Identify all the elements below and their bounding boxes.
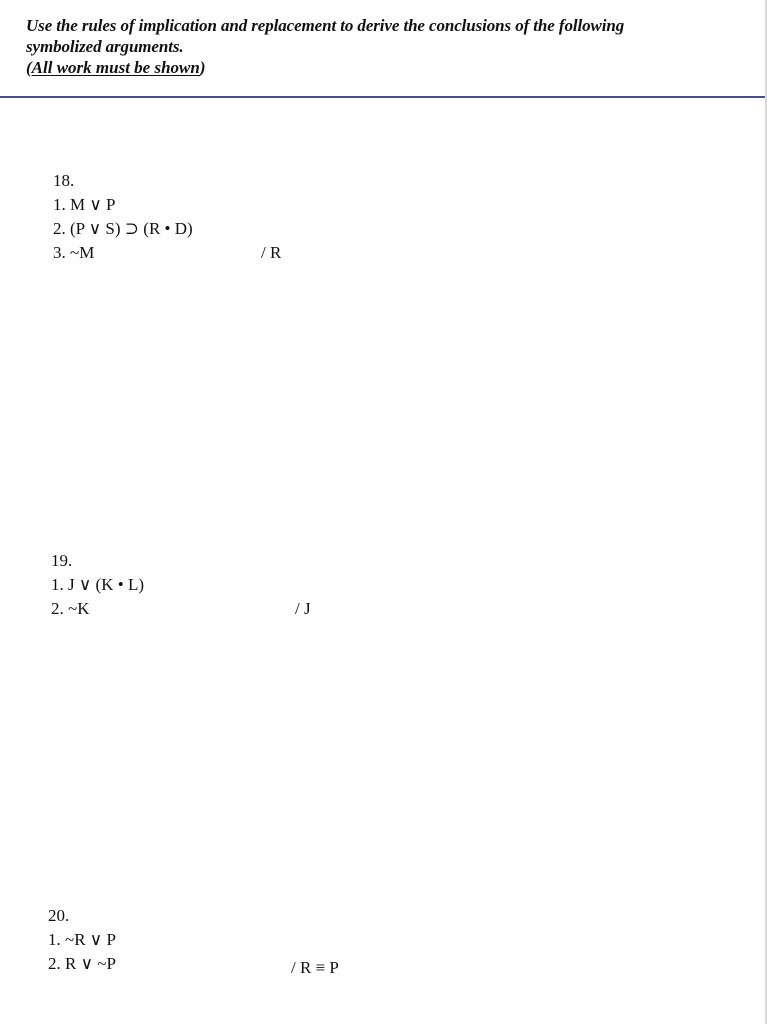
work-shown-note bbox=[26, 57, 746, 78]
problem-19 bbox=[51, 549, 144, 621]
problem-18 bbox=[53, 169, 193, 265]
problem-18-conclusion: / R bbox=[261, 243, 282, 262]
problem-19-conclusion: / J bbox=[295, 599, 311, 618]
premise-2: 2. ~K bbox=[51, 599, 90, 618]
note-open-paren: ( bbox=[26, 58, 32, 77]
problem-20 bbox=[48, 904, 116, 976]
premise-1: 1. ~R ∨ P bbox=[48, 930, 116, 949]
premise-2: 2. (P ∨ S) ⊃ (R • D) bbox=[53, 219, 193, 238]
problem-20-conclusion: / R ≡ P bbox=[291, 958, 339, 977]
premise-3: 3. ~M bbox=[53, 243, 95, 262]
instruction-line-1: Use the rules of implication and replacement to derive the conclusions of the following bbox=[26, 16, 625, 35]
problem-number: 20. bbox=[48, 906, 70, 925]
header-divider bbox=[0, 96, 765, 98]
problem-number: 18. bbox=[53, 171, 75, 190]
premise-1: 1. J ∨ (K • L) bbox=[51, 575, 144, 594]
instructions-header bbox=[26, 15, 746, 78]
premise-1: 1. M ∨ P bbox=[53, 195, 116, 214]
problem-number: 19. bbox=[51, 551, 73, 570]
instruction-line-2: symbolized arguments. bbox=[26, 37, 184, 56]
note-underlined-text: All work must be shown bbox=[31, 58, 200, 77]
note-close-paren: ) bbox=[199, 58, 206, 77]
premise-2: 2. R ∨ ~P bbox=[48, 954, 116, 973]
